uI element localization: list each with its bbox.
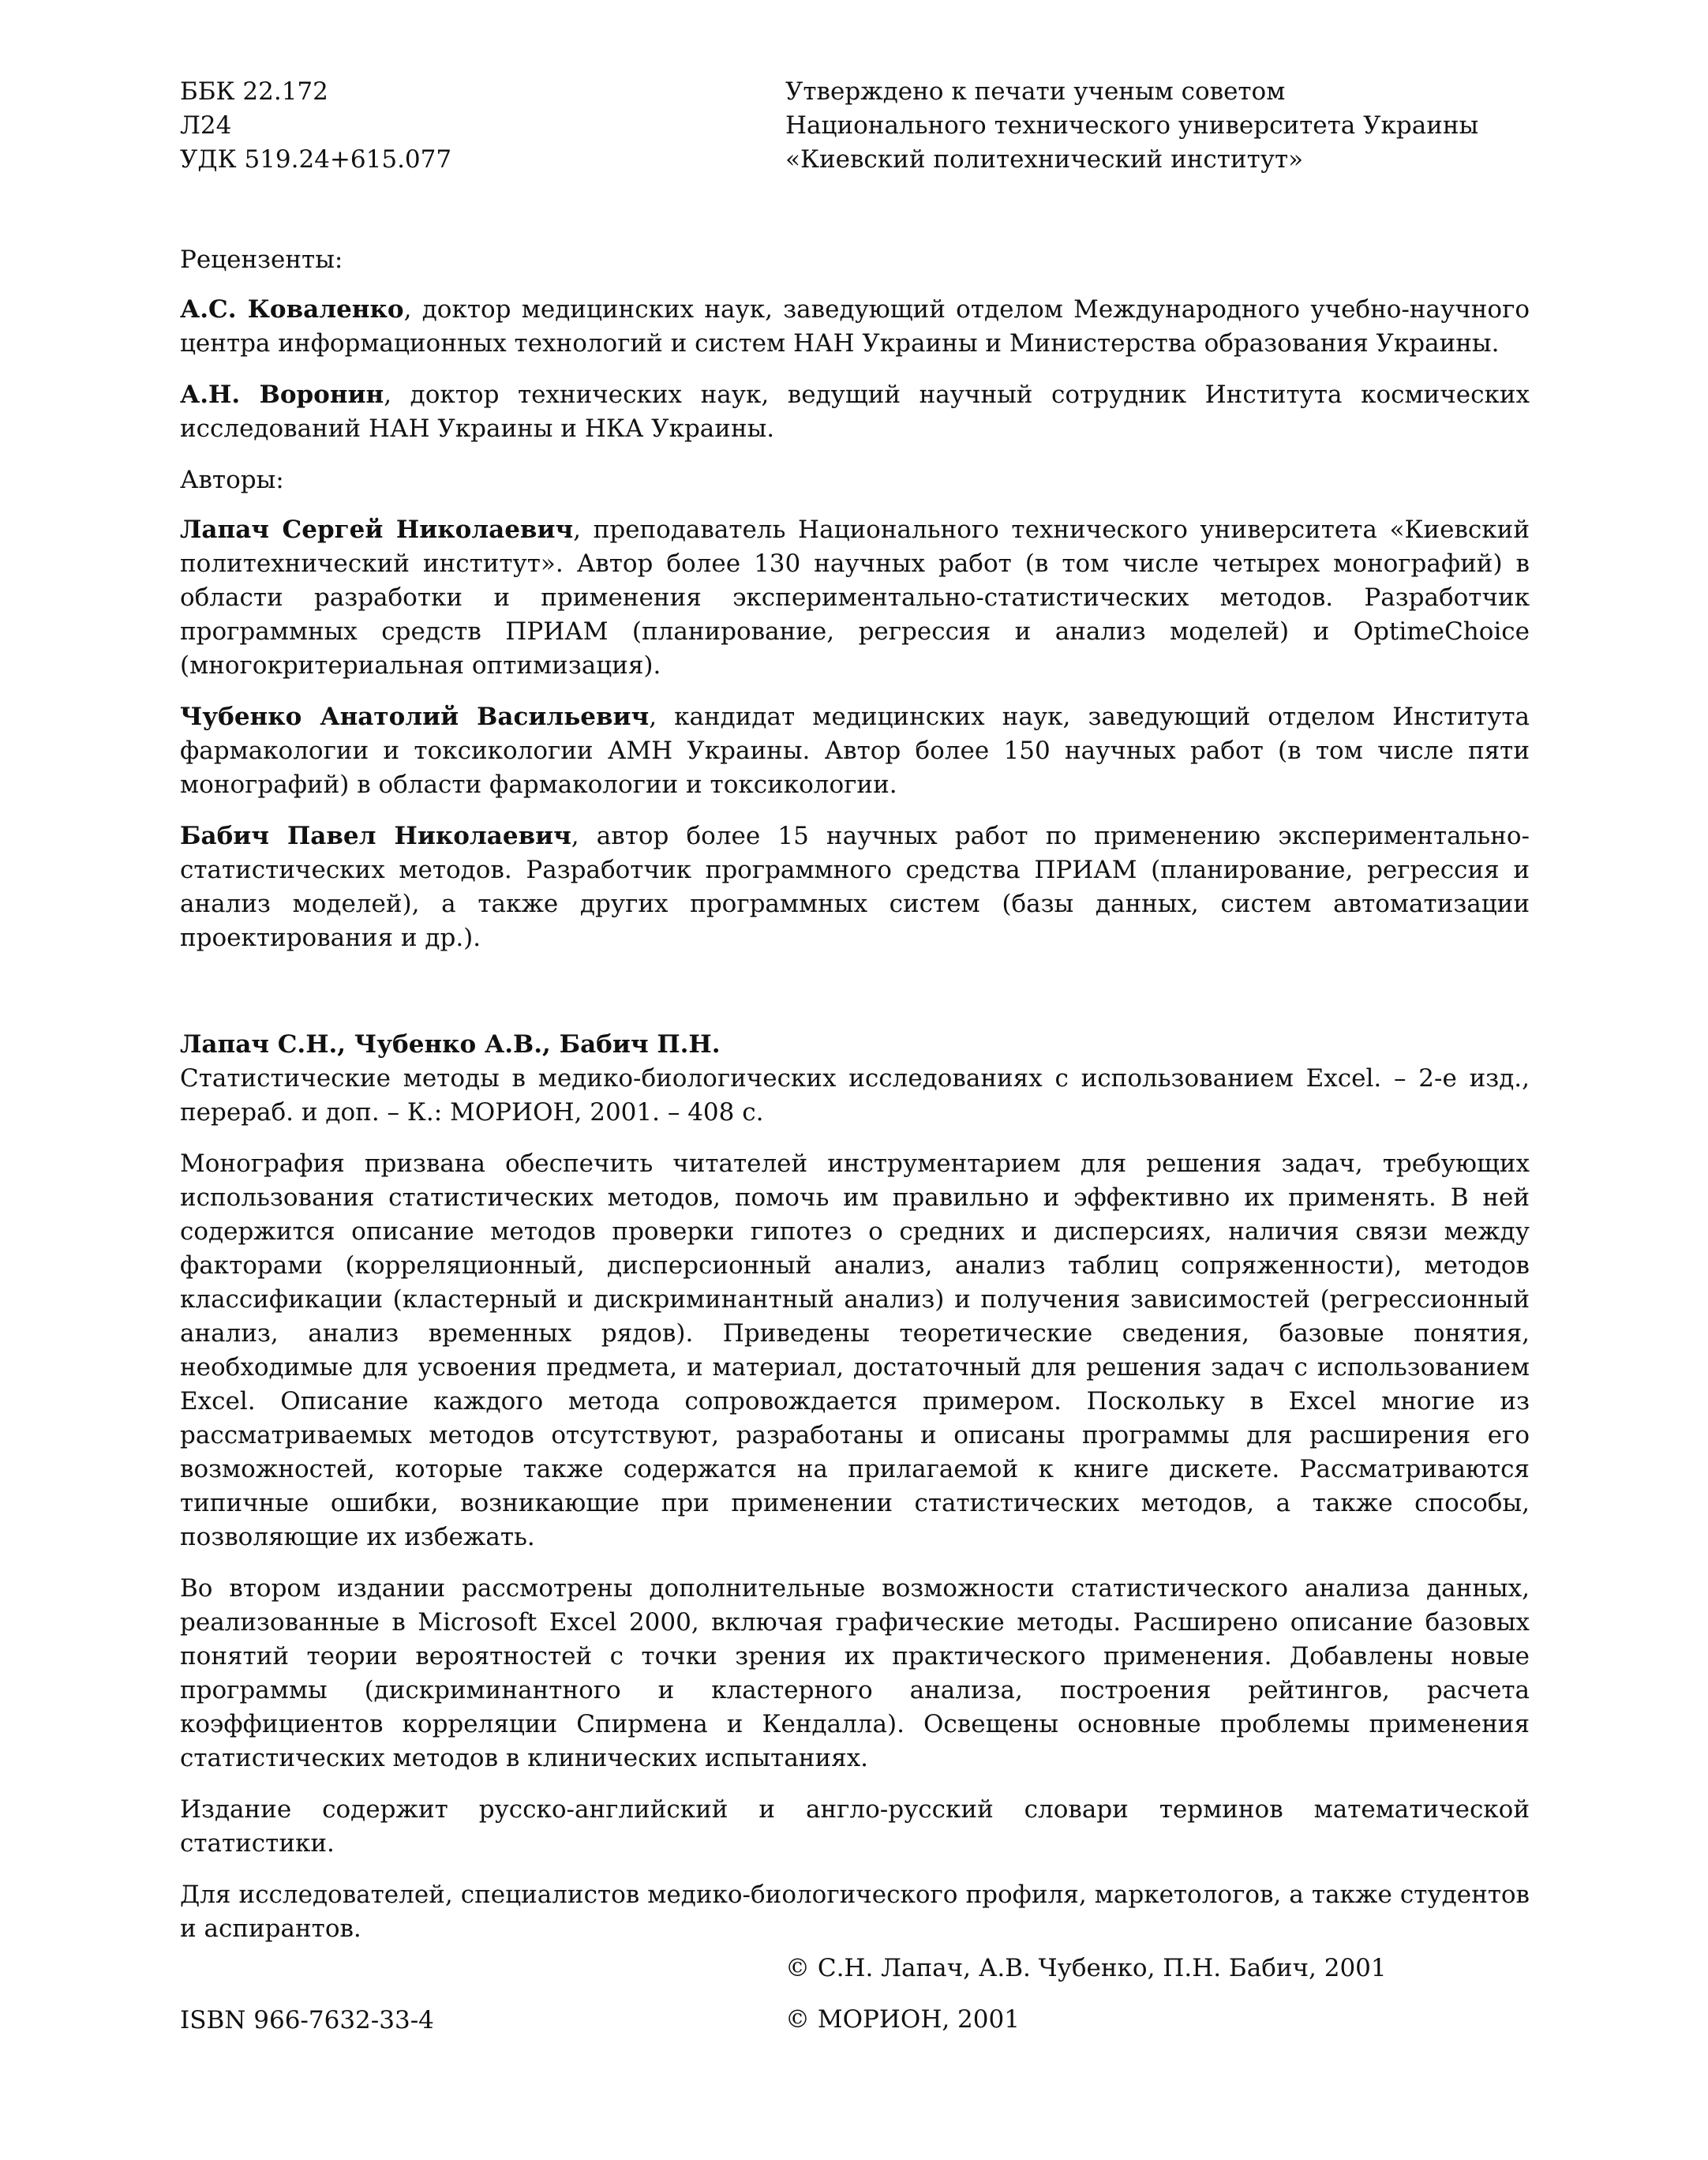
isbn: ISBN 966-7632-33-4 — [180, 2006, 434, 2034]
section-gap — [180, 973, 1530, 1028]
author-mark: Л24 — [180, 111, 232, 140]
approval-note — [785, 75, 1575, 177]
abstract-paragraph: Во втором издании рассмотрены дополнительные возможности статистического анализа данных, реализованные в Microsoft Excel 2000, включая графические методы. Расширено описание базовых понятий теории вероятностей с точки зрения их практического применения. Добавлены новые программы (дискриминантного и кластерного анализа, построения рейтингов, расчета коэффициентов корреляции Спирмена и Кендалла). Освещены основные проблемы применения статистических методов в клинических испытаниях. — [180, 1574, 1530, 1772]
reviewer-entry — [180, 293, 1530, 361]
bbk-code: ББК 22.172 — [180, 77, 328, 106]
abstract-paragraph: Для исследователей, специалистов медико-биологического профиля, маркетологов, а также студентов и аспирантов. — [180, 1881, 1530, 1943]
authors-label: Авторы: — [180, 466, 284, 494]
reviewer-entry — [180, 378, 1530, 446]
citation-authors: Лапач С.Н., Чубенко А.В., Бабич П.Н. — [180, 1030, 721, 1059]
approval-line-2: Национального технического университета Украины — [785, 111, 1479, 140]
approval-line-3: «Киевский политехнический институт» — [785, 145, 1304, 174]
reviewer-description: , доктор технических наук, ведущий научный сотрудник Института космических исследований НАН Украины и НКА Украины. — [180, 381, 1530, 443]
classification-codes — [180, 75, 622, 177]
reviewer-name: А.Н. Воронин — [180, 381, 384, 409]
copyright-publisher: © МОРИОН, 2001 — [785, 2005, 1020, 2034]
reviewer-description: , доктор медицинских наук, заведующий отделом Международного учебно-научного центра информационных технологий и систем НАН Украины и Министерства образования Украины. — [180, 295, 1530, 358]
reviewers-label: Рецензенты: — [180, 246, 343, 274]
udc-code: УДК 519.24+615.077 — [180, 145, 452, 174]
author-name: Бабич Павел Николаевич — [180, 822, 571, 850]
author-entry — [180, 513, 1530, 683]
copyright-block — [785, 1952, 1575, 2037]
approval-line-1: Утверждено к печати ученым советом — [785, 77, 1286, 106]
main-text — [180, 243, 1530, 1963]
copyright-authors: © С.Н. Лапач, А.В. Чубенко, П.Н. Бабич, 2001 — [785, 1954, 1387, 1982]
citation-text: Статистические методы в медико-биологических исследованиях с использованием Excel. – 2-е изд., перераб. и доп. – К.: МОРИОН, 2001. – 408 с. — [180, 1064, 1530, 1127]
abstract-paragraph: Издание содержит русско-английский и англо-русский словари терминов математической статистики. — [180, 1795, 1530, 1858]
abstract-paragraph: Монография призвана обеспечить читателей инструментарием для решения задач, требующих использования статистических методов, помочь им правильно и эффективно их применять. В ней содержится описание методов проверки гипотез о средних и дисперсиях, наличия связи между факторами (корреляционный, дисперсионный анализ, анализ таблиц сопряженности), методов классификации (кластерный и дискриминантный анализ) и получения зависимостей (регрессионный анализ, анализ временных рядов). Приведены теоретические сведения, базовые понятия, необходимые для усвоения предмета, и материал, достаточный для решения задач с использованием Excel. Описание каждого метода сопровождается примером. Поскольку в Excel многие из рассматриваемых методов отсутствуют, разработаны и описаны программы для расширения его возможностей, которые также содержатся на прилагаемой к книге дискете. Рассматриваются типичные ошибки, возникающие при применении статистических методов, а также способы, позволяющие их избежать. — [180, 1149, 1530, 1551]
author-entry — [180, 700, 1530, 802]
author-description: , преподаватель Национального технического университета «Киевский политехнический институт». Автор более 130 научных работ (в том числе четырех монографий) в области разработки и применения экспериментально-статистических методов. Разработчик программных средств ПРИАМ (планирование, регрессия и анализ моделей) и OptimeChoice (многокритериальная оптимизация). — [180, 516, 1530, 680]
author-name: Лапач Сергей Николаевич — [180, 516, 574, 544]
author-description: , кандидат медицинских наук, заведующий отделом Института фармакологии и токсикологии АМН Украины. Автор более 150 научных работ (в том числе пяти монографий) в области фармакологии и токсикологии. — [180, 703, 1530, 799]
author-description: , автор более 15 научных работ по применению экспериментально-статистических методов. Разработчик программного средства ПРИАМ (планирование, регрессия и анализ моделей), а также других программных систем (базы данных, систем автоматизации проектирования и др.). — [180, 822, 1530, 952]
reviewer-name: А.С. Коваленко — [180, 295, 404, 324]
author-name: Чубенко Анатолий Васильевич — [180, 703, 650, 731]
isbn-block — [180, 2004, 732, 2038]
author-entry — [180, 819, 1530, 955]
